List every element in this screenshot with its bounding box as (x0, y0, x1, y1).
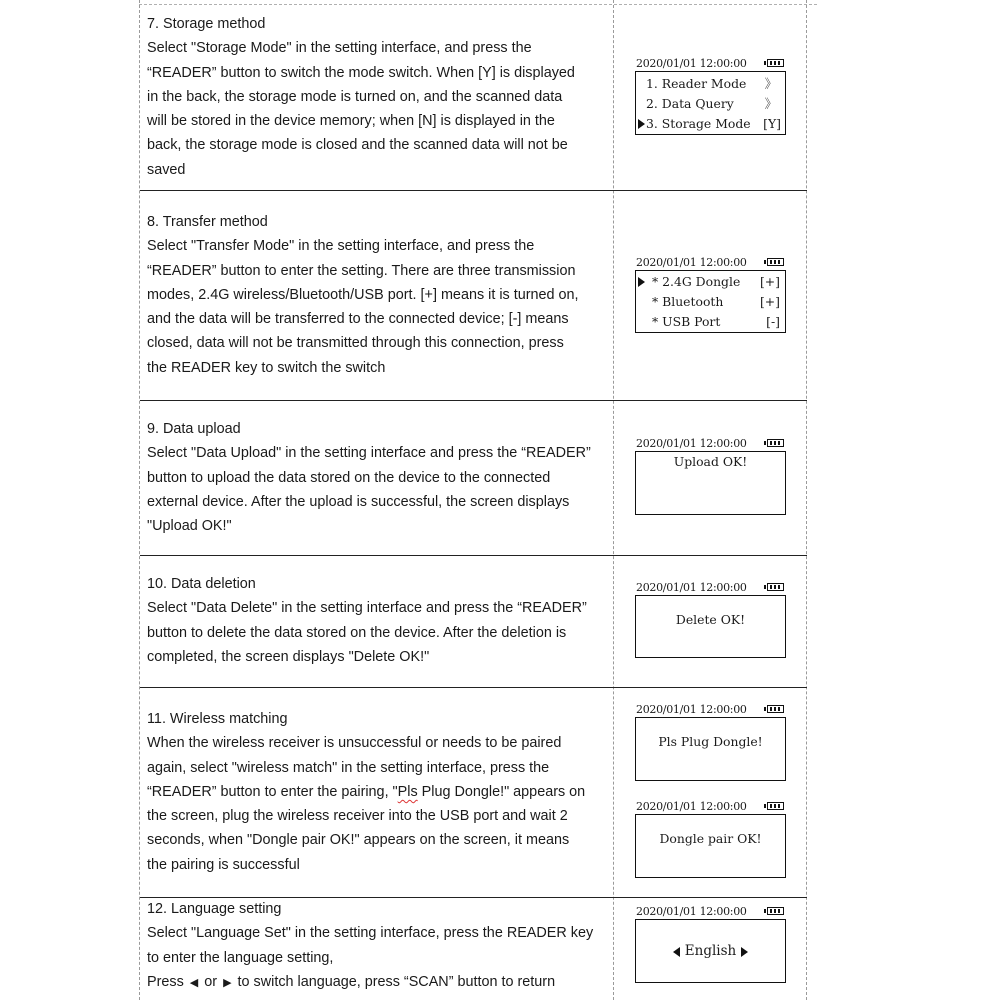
paragraph-line: will be stored in the device memory; when [N] is displayed in the (147, 113, 555, 130)
lcd-screen-data-upload (635, 437, 786, 515)
battery-icon (767, 583, 784, 591)
section-wireless-matching (147, 707, 607, 877)
paragraph-line: the READER key to switch the switch (147, 359, 386, 376)
menu-item-dongle (636, 272, 785, 292)
lcd-screen-plug-dongle (635, 703, 786, 781)
paragraph-line: to enter the language setting, (147, 949, 334, 966)
lcd-language-value: English (684, 943, 737, 959)
lcd-display (635, 71, 786, 135)
lcd-screen-storage-mode (635, 57, 786, 135)
lcd-display (635, 270, 786, 333)
lcd-timestamp: 2020/01/01 12:00:00 (636, 905, 747, 918)
section-data-deletion (147, 572, 607, 669)
paragraph-line: closed, data will not be transmitted through this connection, press (147, 335, 564, 352)
lcd-display (635, 595, 786, 658)
lcd-language-selector (636, 943, 785, 959)
section-title: 8. Transfer method (147, 214, 268, 230)
row-divider (140, 555, 807, 556)
paragraph-line: Select "Data Delete" in the setting interface and press the “READER” (147, 600, 587, 617)
line-text: “READER” button to enter the pairing, " (147, 783, 398, 800)
lcd-timestamp: 2020/01/01 12:00:00 (636, 256, 747, 269)
menu-item-label: * Bluetooth (652, 294, 724, 309)
paragraph-line: the pairing is successful (147, 856, 300, 873)
paragraph-line: Select "Transfer Mode" in the setting interface, and press the (147, 238, 535, 255)
battery-icon (767, 705, 784, 713)
row-divider (140, 687, 807, 688)
row-divider (140, 190, 807, 191)
paragraph-line: Select "Storage Mode" in the setting interface, and press the (147, 40, 532, 57)
lcd-display (635, 814, 786, 878)
paragraph-line: external device. After the upload is successful, the screen displays (147, 493, 570, 510)
section-storage-method (147, 12, 607, 182)
menu-item-usb-port (636, 312, 785, 332)
lcd-status-bar (635, 800, 786, 814)
line-text: Plug Dongle!" appears on (417, 783, 586, 800)
paragraph-line: in the back, the storage mode is turned on, and the scanned data (147, 88, 563, 105)
lcd-message: Delete OK! (675, 612, 746, 627)
section-title: 10. Data deletion (147, 576, 256, 592)
lcd-screen-transfer-mode (635, 256, 786, 333)
paragraph-line: again, select "wireless match" in the setting interface, press the (147, 759, 550, 776)
lcd-timestamp: 2020/01/01 12:00:00 (636, 437, 747, 450)
paragraph-line: the screen, plug the wireless receiver into the USB port and wait 2 (147, 808, 568, 825)
menu-item-data-query (636, 94, 785, 114)
paragraph-line: button to delete the data stored on the device. After the deletion is (147, 624, 567, 641)
lcd-status-bar (635, 437, 786, 451)
lcd-screen-dongle-pair (635, 800, 786, 878)
lcd-screen-language (635, 905, 786, 983)
menu-item-value: [-] (766, 314, 780, 329)
section-title: 12. Language setting (147, 901, 282, 917)
menu-item-bluetooth (636, 292, 785, 312)
paragraph-line: “READER” button to enter the setting. There are three transmission (147, 262, 576, 279)
lcd-status-bar (635, 581, 786, 595)
menu-item-storage-mode (636, 114, 785, 134)
spellcheck-underlined-word: Pls (397, 783, 418, 800)
section-title: 9. Data upload (147, 421, 241, 437)
table-left-border (139, 0, 140, 1000)
menu-item-label: 3. Storage Mode (646, 116, 751, 131)
lcd-timestamp: 2020/01/01 12:00:00 (636, 581, 747, 594)
battery-icon (767, 802, 784, 810)
menu-item-value: [+] (759, 274, 780, 289)
lcd-display (635, 451, 786, 515)
lcd-screen-data-delete (635, 581, 786, 658)
lcd-status-bar (635, 905, 786, 919)
paragraph-line: Select "Language Set" in the setting interface, press the READER key (147, 925, 594, 942)
section-transfer-method (147, 210, 607, 380)
lcd-timestamp: 2020/01/01 12:00:00 (636, 703, 747, 716)
lcd-status-bar (635, 256, 786, 270)
lcd-status-bar (635, 57, 786, 71)
battery-icon (767, 59, 784, 67)
lcd-timestamp: 2020/01/01 12:00:00 (636, 57, 747, 70)
line-text: or (204, 973, 218, 990)
table-right-border (806, 0, 807, 1000)
table-top-border (139, 4, 817, 5)
battery-icon (767, 907, 784, 915)
line-text: to switch language, press “SCAN” button to return (237, 973, 556, 990)
paragraph-line (147, 780, 607, 804)
paragraph-line: saved (147, 161, 186, 178)
line-text: Press (147, 973, 184, 990)
lcd-display (635, 717, 786, 781)
lcd-message: Pls Plug Dongle! (658, 734, 763, 749)
paragraph-line: seconds, when "Dongle pair OK!" appears on the screen, it means (147, 832, 570, 849)
lcd-timestamp: 2020/01/01 12:00:00 (636, 800, 747, 813)
lcd-display (635, 919, 786, 983)
selection-cursor-icon (638, 277, 645, 287)
menu-item-value: 》 (764, 76, 777, 91)
left-arrow-icon: ◀ (189, 976, 199, 989)
paragraph-line: Select "Data Upload" in the setting interface and press the “READER” (147, 445, 591, 462)
menu-item-label: * USB Port (652, 314, 721, 329)
paragraph-line: button to upload the data stored on the device to the connected (147, 469, 551, 486)
menu-item-reader-mode (636, 74, 785, 94)
battery-icon (767, 439, 784, 447)
paragraph-line: "Upload OK!" (147, 518, 232, 535)
lcd-status-bar (635, 703, 786, 717)
section-data-upload (147, 417, 607, 538)
menu-item-label: 1. Reader Mode (646, 76, 747, 91)
menu-item-value: 》 (764, 96, 777, 111)
section-title: 11. Wireless matching (147, 711, 288, 727)
menu-item-value: [Y] (763, 116, 781, 131)
battery-icon (767, 258, 784, 266)
lcd-message: Dongle pair OK! (659, 831, 762, 846)
table-column-divider (613, 0, 614, 1000)
menu-item-value: [+] (759, 294, 780, 309)
section-title: 7. Storage method (147, 16, 266, 32)
menu-item-label: * 2.4G Dongle (652, 274, 741, 289)
paragraph-line: “READER” button to switch the mode switch. When [Y] is displayed (147, 64, 575, 81)
left-arrow-icon (673, 947, 680, 957)
paragraph-line: completed, the screen displays "Delete OK!" (147, 648, 430, 665)
paragraph-line (147, 970, 607, 995)
paragraph-line: back, the storage mode is closed and the scanned data will not be (147, 137, 568, 154)
section-language-setting (147, 897, 607, 995)
row-divider (140, 400, 807, 401)
selection-cursor-icon (638, 119, 645, 129)
lcd-message: Upload OK! (673, 454, 748, 469)
menu-item-label: 2. Data Query (646, 96, 734, 111)
right-arrow-icon: ▶ (223, 976, 232, 989)
paragraph-line: When the wireless receiver is unsuccessful or needs to be paired (147, 735, 562, 752)
paragraph-line: and the data will be transferred to the connected device; [-] means (147, 311, 569, 328)
paragraph-line: modes, 2.4G wireless/Bluetooth/USB port. [+] means it is turned on, (147, 286, 579, 303)
right-arrow-icon (741, 947, 748, 957)
